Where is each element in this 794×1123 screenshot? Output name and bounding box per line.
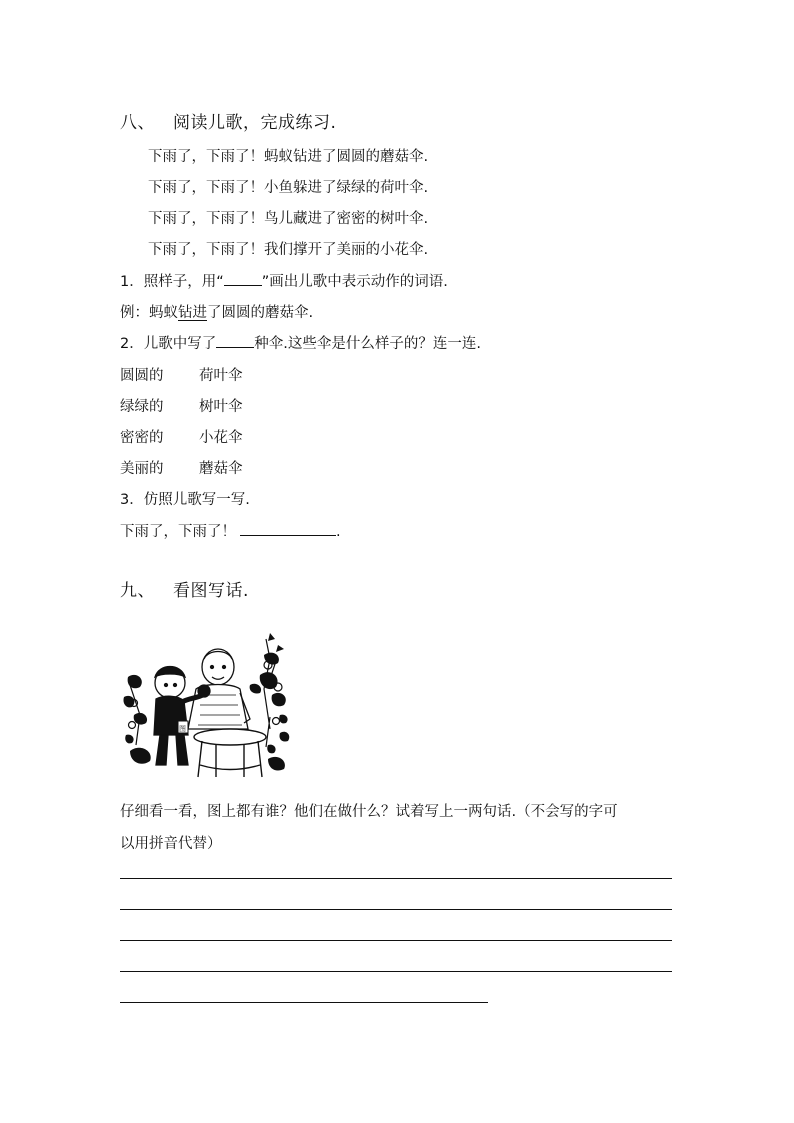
match-left-item[interactable]: 圆圆的 — [120, 368, 164, 384]
question-1-text-before: 1．照样子，用“ — [120, 274, 224, 290]
example-text-before: 例：蚂蚁 — [120, 305, 178, 321]
imitation-suffix: . — [336, 524, 341, 540]
writing-line[interactable] — [120, 971, 672, 972]
example-underlined-word: 钻进 — [178, 305, 207, 321]
writing-line[interactable] — [120, 878, 672, 879]
writing-line[interactable] — [120, 909, 672, 910]
match-left-item[interactable]: 密密的 — [120, 430, 164, 446]
section-8-number: 八、 — [120, 113, 155, 133]
imitation-prefix: 下雨了，下雨了！ — [120, 524, 236, 540]
writing-line-short[interactable] — [120, 1002, 488, 1003]
match-right-item[interactable]: 蘑菇伞 — [199, 461, 243, 477]
example-text-after: 了圆圆的蘑菇伞. — [207, 305, 314, 321]
poem-line: 下雨了，下雨了！我们撑开了美丽的小花伞. — [148, 242, 429, 258]
question-1-text-after: ”画出儿歌中表示动作的词语. — [261, 274, 448, 290]
match-right-item[interactable]: 小花伞 — [199, 430, 243, 446]
match-left-item[interactable]: 绿绿的 — [120, 399, 164, 415]
writing-instruction-line-1: 仔细看一看，图上都有谁？他们在做什么？试着写上一两句话.（不会写的字可 — [120, 804, 618, 820]
match-left-item[interactable]: 美丽的 — [120, 461, 164, 477]
match-right-item[interactable]: 荷叶伞 — [199, 368, 243, 384]
imitation-answer-blank[interactable] — [240, 535, 336, 536]
example-line — [120, 301, 313, 322]
match-right-item[interactable]: 树叶伞 — [199, 399, 243, 415]
answer-blank-count[interactable] — [216, 347, 254, 348]
section-9-number: 九、 — [120, 581, 155, 601]
question-2-text-before: 2．儿歌中写了 — [120, 336, 217, 352]
underline-sample-blank — [224, 285, 262, 286]
section-8-heading — [120, 108, 336, 133]
question-1 — [120, 270, 448, 291]
question-2-text-after: 种伞.这些伞是什么样子的？连一连. — [254, 336, 481, 352]
poem-line: 下雨了，下雨了！蚂蚁钻进了圆圆的蘑菇伞. — [148, 149, 429, 165]
grandfather-child-illustration — [120, 625, 292, 785]
poem-line: 下雨了，下雨了！鸟儿藏进了密密的树叶伞. — [148, 211, 429, 227]
section-8-title: 阅读儿歌，完成练习. — [173, 113, 337, 133]
imitation-line — [120, 520, 341, 541]
section-9-heading — [120, 576, 249, 601]
picture-label: 图 — [179, 725, 186, 733]
poem-line: 下雨了，下雨了！小鱼躲进了绿绿的荷叶伞. — [148, 180, 429, 196]
question-3: 3．仿照儿歌写一写. — [120, 492, 250, 508]
question-2 — [120, 332, 481, 353]
writing-instruction-line-2: 以用拼音代替） — [120, 836, 222, 852]
writing-line[interactable] — [120, 940, 672, 941]
section-9-title: 看图写话. — [173, 581, 249, 601]
